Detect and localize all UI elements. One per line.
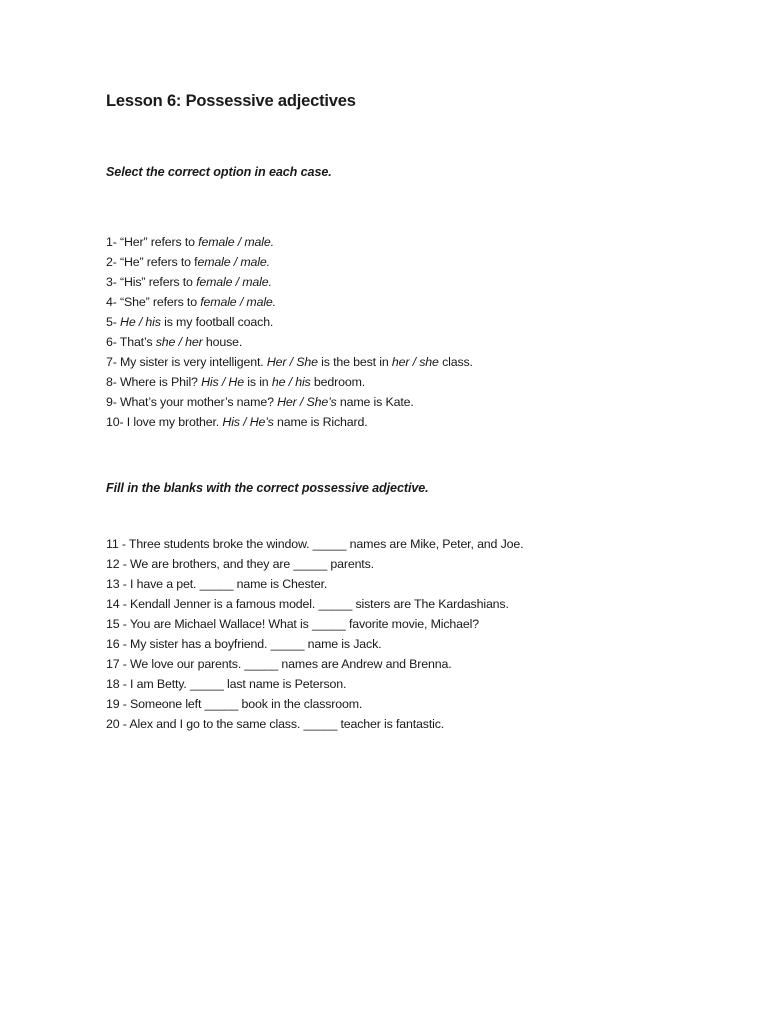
question-item: 9- What’s your mother’s name? Her / She’s name is Kate. <box>106 395 414 409</box>
option-choice: Her / She’s <box>277 395 337 409</box>
option-choice: Her / She <box>266 355 318 369</box>
question-item: 7- My sister is very intelligent. Her / She is the best in her / she class. <box>106 355 473 369</box>
question-item: 4- “She” refers to female / male. <box>106 295 276 309</box>
question-item: 10- I love my brother. His / He’s name is Richard. <box>106 415 368 429</box>
section-1-instruction: Select the correct option in each case. <box>106 165 332 179</box>
lesson-title: Lesson 6: Possessive adjectives <box>106 92 356 110</box>
option-choice: female / male. <box>200 295 276 309</box>
option-choice: her / she <box>391 355 439 369</box>
fill-in-blank-list <box>106 534 523 734</box>
option-choice: His / He’s <box>222 415 274 429</box>
option-choice: emale / male. <box>197 255 270 269</box>
question-item: 1- “Her” refers to female / male. <box>106 235 274 249</box>
option-choice: she / her <box>155 335 203 349</box>
question-item: 18 - I am Betty. _____ last name is Peterson. <box>106 677 347 691</box>
question-item: 16 - My sister has a boyfriend. _____ name is Jack. <box>106 637 382 651</box>
question-item: 14 - Kendall Jenner is a famous model. _____ sisters are The Kardashians. <box>106 597 509 611</box>
multiple-choice-list <box>106 232 473 432</box>
question-item: 3- “His” refers to female / male. <box>106 275 272 289</box>
option-choice: female / male. <box>196 275 272 289</box>
question-item: 2- “He” refers to female / male. <box>106 255 270 269</box>
question-item: 6- That’s she / her house. <box>106 335 243 349</box>
option-choice: He / his <box>120 315 161 329</box>
question-item: 8- Where is Phil? His / He is in he / his bedroom. <box>106 375 366 389</box>
question-item: 20 - Alex and I go to the same class. _____ teacher is fantastic. <box>106 717 445 731</box>
question-item: 5- He / his is my football coach. <box>106 315 274 329</box>
question-item: 11 - Three students broke the window. _____ names are Mike, Peter, and Joe. <box>106 537 524 551</box>
question-item: 15 - You are Michael Wallace! What is _____ favorite movie, Michael? <box>106 617 479 631</box>
question-item: 17 - We love our parents. _____ names are Andrew and Brenna. <box>106 657 452 671</box>
question-item: 13 - I have a pet. _____ name is Chester. <box>106 577 328 591</box>
question-item: 12 - We are brothers, and they are _____ parents. <box>106 557 374 571</box>
option-choice: he / his <box>271 375 311 389</box>
question-item: 19 - Someone left _____ book in the classroom. <box>106 697 363 711</box>
section-2-instruction: Fill in the blanks with the correct possessive adjective. <box>106 481 429 495</box>
option-choice: female / male. <box>198 235 274 249</box>
option-choice: His / He <box>201 375 244 389</box>
